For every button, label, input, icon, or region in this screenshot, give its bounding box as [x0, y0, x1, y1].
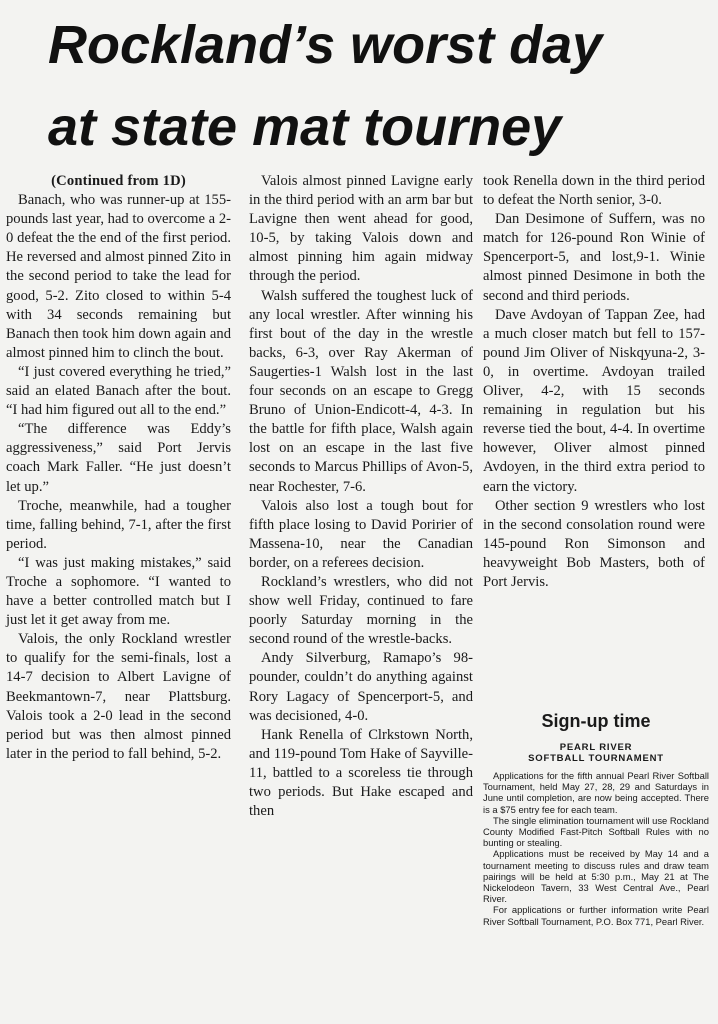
paragraph: Dan Desimone of Suffern, was no match for 126-pound Ron Winie of Spencerport-5, and lost,9-1. Winie almost pinned Desimone in both the second and third periods.: [483, 211, 705, 304]
signup-paragraph: The single elimination tournament will use Rockland County Modified Fast-Pitch Softball Rules with no bunting or stealing.: [483, 814, 709, 849]
signup-notice: [483, 708, 709, 927]
paragraph: Hank Renella of Clrkstown North, and 119-pound Tom Hake of Sayville-11, battled to a scoreless tie through two periods. But Hake escaped and then: [249, 726, 473, 820]
signup-paragraph: For applications or further information write Pearl River Softball Tournament, P.O. Box 771, Pearl River.: [483, 904, 709, 927]
paragraph: took Renella down in the third period to defeat the North senior, 3-0.: [483, 173, 705, 209]
signup-subtitle-line-1: PEARL RIVER: [559, 742, 633, 753]
paragraph: Dave Avdoyan of Tappan Zee, had a much closer match but fell to 157-pound Jim Oliver of Niskqyuna-2, 3-0, in overtime. Avdoyan trailed Oliver, 4-2, with 15 seconds remaining in regulation but his reverse tied the bout, 4-4. In overtime however, Oliver almost pinned Avdoyen, in the third extra period to earn the victory.: [483, 306, 705, 495]
article-column-1: [6, 172, 231, 764]
signup-title: Sign-up time: [541, 711, 651, 731]
paragraph: Banach, who was runner-up at 155-pounds last year, had to overcome a 2-0 defeat the the end of the first period. He reversed and almost pinned Zito in the second period to take the lead for good, 5-2. Zito closed to within 5-4 with 34 seconds remaining but Banach then took him down again and almost pinned him to clinch the bout.: [6, 192, 231, 361]
headline-line-2: at state mat tourney: [48, 97, 562, 157]
article-column-3: [483, 172, 705, 592]
signup-subtitle: [483, 742, 709, 764]
paragraph: “The difference was Eddy’s aggressiveness,” said Port Jervis coach Mark Faller. “He just doesn’t let up.”: [6, 421, 231, 495]
continued-note: (Continued from 1D): [51, 173, 186, 189]
signup-paragraph: Applications must be received by May 14 and a tournament meeting to discuss rules and draw team pairings will be held at 5:30 p.m., May 21 at The Nickelodeon Tavern, 33 West Central Ave., Pearl River.: [483, 848, 709, 905]
paragraph: Rockland’s wrestlers, who did not show well Friday, continued to fare poorly Saturday morning in the second round of the wrestle-backs.: [249, 573, 473, 648]
article-column-2: [249, 172, 473, 821]
paragraph: Valois almost pinned Lavigne early in the third period with an arm bar but Lavigne then went ahead for good, 10-5, by taking Valois down and almost pinning him again midway through the period.: [249, 173, 473, 285]
paragraph: “I was just making mistakes,” said Troche a sophomore. “I wanted to have a better controlled match but I just let it get away from me.: [6, 554, 231, 629]
paragraph: Troche, meanwhile, had a tougher time, falling behind, 7-1, after the first period.: [6, 497, 231, 552]
paragraph: Other section 9 wrestlers who lost in the second consolation round were 145-pound Ron Simonson and heavyweight Bob Masters, both of Port Jervis.: [483, 497, 705, 590]
paragraph: Valois also lost a tough bout for fifth place losing to David Poririer of Massena-10, near the Canadian border, on a referees decision.: [249, 497, 473, 571]
signup-subtitle-line-2: SOFTBALL TOURNAMENT: [528, 753, 664, 764]
paragraph: Andy Silverburg, Ramapo’s 98-pounder, couldn’t do anything against Rory Lagacy of Spencerport-5, and was decisioned, 4-0.: [249, 650, 473, 724]
paragraph: Valois, the only Rockland wrestler to qualify for the semi-finals, lost a 14-7 decision to Albert Lavigne of Beekmantown-7, near Plattsburg. Valois took a 2-0 lead in the second period but was then almost pinned later in the period to fall behind, 5-2.: [6, 631, 231, 762]
paragraph: Walsh suffered the toughest luck of any local wrestler. After winning his first bout of the day in the wrestle backs, 6-3, over Ray Akerman of Saugerties-1 Walsh lost in the last four seconds on an escape to Gregg Bruno of Union-Endicott-4, 4-3. In the battle for fifth place, Walsh again lost on an escape in the last five seconds to Marcus Phillips of Avon-5, near Rochester, 7-6.: [249, 287, 473, 495]
signup-paragraph: Applications for the fifth annual Pearl River Softball Tournament, held May 27, 28, 29 and Saturdays in June until completion, are now being accepted. There is a $75 entry fee for each team.: [483, 770, 709, 815]
paragraph: “I just covered everything he tried,” said an elated Banach after the bout. “I had him figured out all to the end.”: [6, 363, 231, 419]
headline-line-1: Rockland’s worst day: [48, 15, 603, 75]
